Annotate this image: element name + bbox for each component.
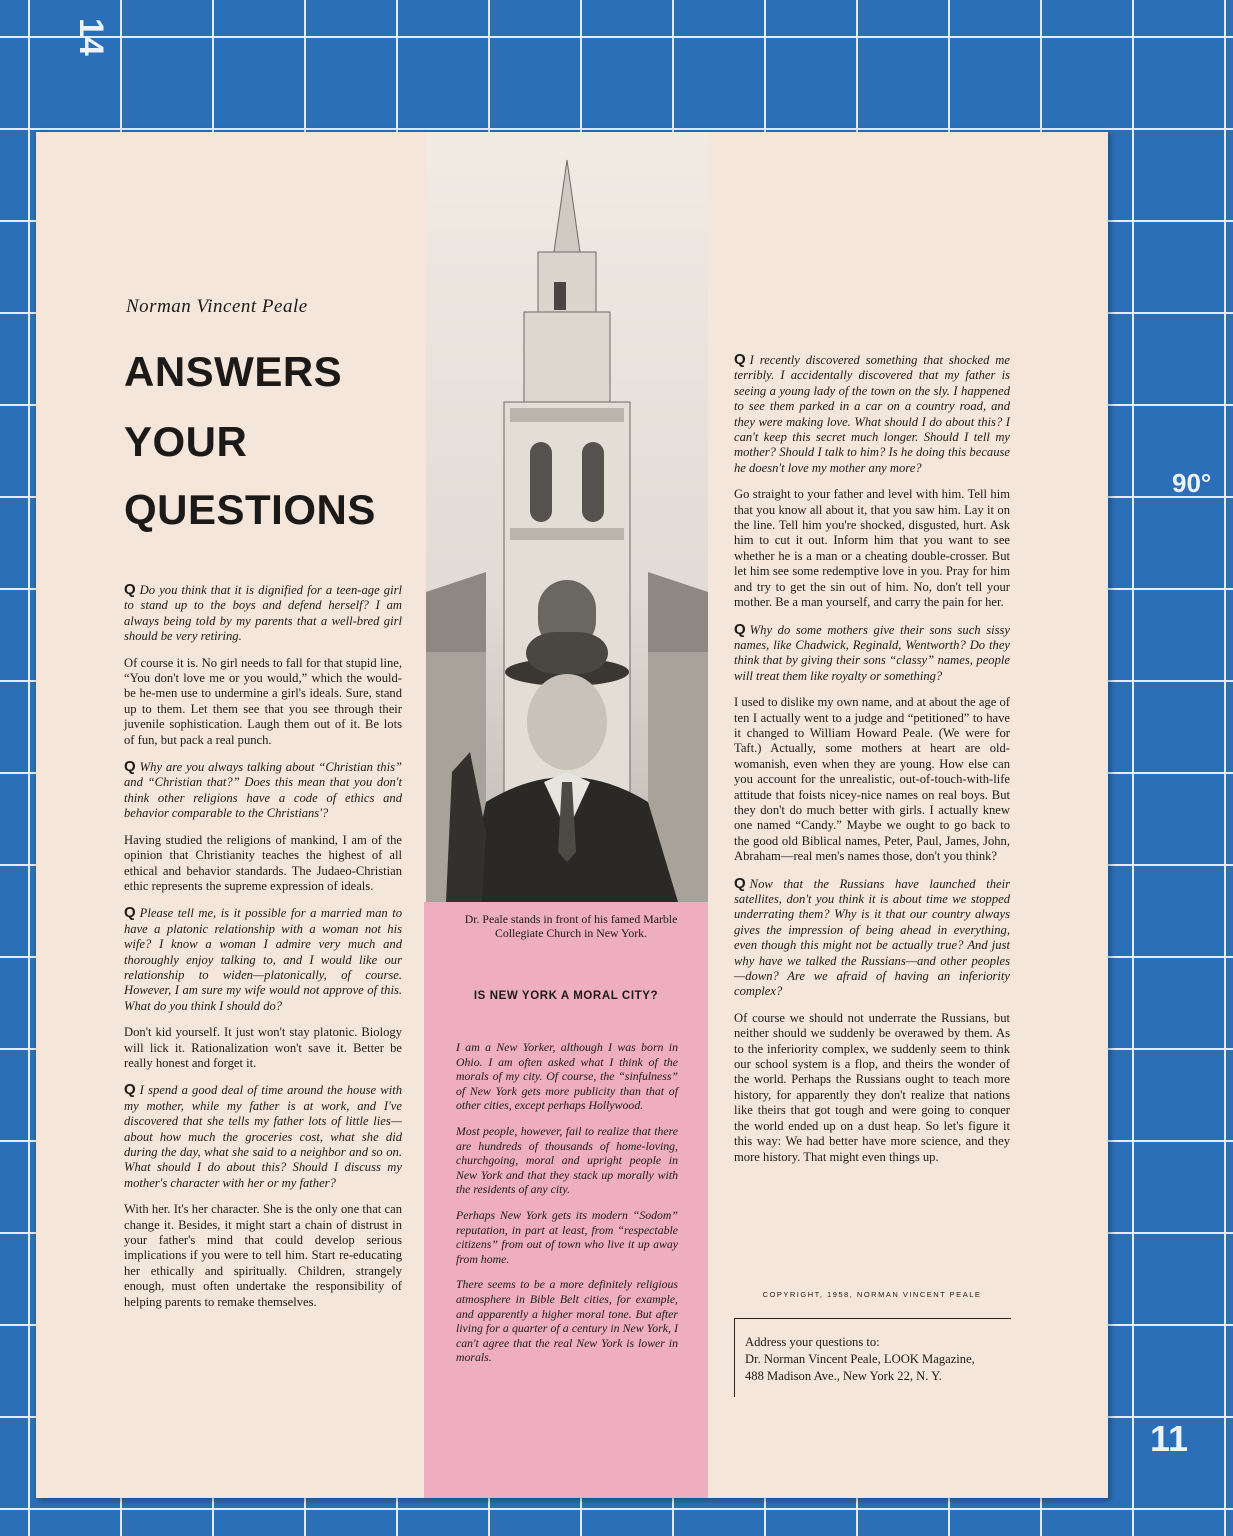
church-photo bbox=[426, 132, 708, 902]
question-paragraph: Q Now that the Russians have launched their satellites, don't you think it is about time we stopped underrating them? Why is it that our country always gives the impression of being ahead in everything, even though this might not be actually true? And just why have we talked the Russians—and other peoples—down? Are we afraid of having an inferiority complex? bbox=[734, 874, 1010, 999]
copyright-line: COPYRIGHT, 1958, NORMAN VINCENT PEALE bbox=[762, 1290, 982, 1299]
answer-paragraph: Of course it is. No girl needs to fall for that stupid line, “You don't love me or you would,” which the would-be he-men use to undermine a girl's ideals. Sure, stand up to them. Let them see that you see through their juvenile sophistication. Laugh them out of it. Be lots of fun, but pack a real punch. bbox=[124, 655, 402, 747]
answer-paragraph: With her. It's her character. She is the only one that can change it. Besides, it might start a chain of distrust in your father's mind that could develop serious implications if you were to tell him. Start re-educating her ethically and spiritually. Children, strangely enough, must often undertake the responsibility of helping parents to remake themselves. bbox=[124, 1202, 402, 1309]
q-marker: Q bbox=[124, 904, 136, 922]
mat-ruler-number-11: 11 bbox=[1150, 1418, 1189, 1459]
question-paragraph: Q Why are you always talking about “Christian this” and “Christian that?” Does this mean that you don't think other religions have a code of ethics and behavior comparable to the Christians'? bbox=[124, 758, 402, 821]
answer-paragraph: I used to dislike my own name, and at about the age of ten I actually went to a judge and “petitioned” to have it changed to William Howard Peale. (We were for Taft.) Actually, some mothers at heart are old-womanish, even when they are young. How else can you account for the unrealistic, out-of-touch-with-life attitude that foists nicey-nice names on real boys. But they don't do much better with girls. I actually knew one named “Candy.” Maybe we ought to go back to the good old Biblical names, Peter, Paul, James, John, Abraham—real men's names those, don't you think? bbox=[734, 695, 1010, 864]
byline: Norman Vincent Peale bbox=[126, 296, 308, 317]
question-paragraph: Q Do you think that it is dignified for a teen-age girl to stand up to the boys and defend herself? I am always being told by my parents that a well-bred girl should be very retiring. bbox=[124, 581, 402, 644]
sidebar-text bbox=[456, 1040, 678, 1376]
mat-angle-label: 90° bbox=[1172, 468, 1212, 498]
question-paragraph: Q Why do some mothers give their sons such sissy names, like Chadwick, Reginald, Wentworth? Do they think that by giving their sons “classy” names, people will treat them like royalty or something? bbox=[734, 620, 1010, 683]
headline-line-2: YOUR bbox=[124, 418, 248, 465]
q-marker: Q bbox=[124, 581, 136, 598]
photo-caption: Dr. Peale stands in front of his famed Marble Collegiate Church in New York. bbox=[464, 912, 678, 940]
headline-line-3: QUESTIONS bbox=[124, 486, 376, 533]
address-line-3: 488 Madison Ave., New York 22, N. Y. bbox=[745, 1369, 942, 1383]
answer-paragraph: Of course we should not underrate the Russians, but neither should we suddenly be overawed by them. As to the inferiority complex, we suddenly seem to think our school system is a flop, and theirs the wonder of the world. Perhaps the Russians ought to teach more history, for apparently they don't realize that nations like theirs that got tough and were going to conquer the world ended up on a dust heap. So let's figure it this way: We had better have more science, and they more history. That might even things up. bbox=[734, 1010, 1010, 1164]
q-marker: Q bbox=[734, 351, 746, 368]
address-line-1: Address your questions to: bbox=[745, 1335, 880, 1349]
left-column-qa bbox=[124, 582, 402, 1321]
question-paragraph: Q I spend a good deal of time around the house with my mother, while my father is at work, and I've discovered that she tells my father lots of little lies—about how much the groceries cost, what she did during the day, what she said to a neighbor and so on. What should I do about this? Should I discuss my mother's character with her or my father? bbox=[124, 1081, 402, 1190]
headline-line-1: ANSWERS bbox=[124, 348, 343, 395]
q-marker: Q bbox=[734, 874, 746, 892]
question-paragraph: Q Please tell me, is it possible for a married man to have a platonic relationship with a woman not his wife? I know a woman I admire very much and thoroughly enjoy talking to, and I would like our relationship to widen—platonically, of course. However, I am sure my wife would not approve of this. What do you think I should do? bbox=[124, 904, 402, 1013]
sidebar-paragraph: I am a New Yorker, although I was born in Ohio. I am often asked what I think of the morals of my city. Of course, the “sinfulness” of New York gets more publicity than that of other cities, except perhaps Hollywood. bbox=[456, 1040, 678, 1113]
mat-ruler-number-14: 14 bbox=[72, 18, 110, 56]
sidebar-paragraph: Most people, however, fail to realize that there are hundreds of thousands of home-loving, churchgoing, moral and upright people in New York and that they stack up morally with the residents of any city. bbox=[456, 1123, 678, 1197]
sidebar-title: IS NEW YORK A MORAL CITY? bbox=[473, 990, 659, 1002]
q-marker: Q bbox=[124, 758, 136, 776]
answer-paragraph: Having studied the religions of mankind, I am of the opinion that Christianity teaches the highest of all ethical and behavior standards. The Judaeo-Christian ethic represents the supreme expression of ideals. bbox=[124, 832, 402, 893]
q-marker: Q bbox=[124, 1081, 136, 1099]
address-line-2: Dr. Norman Vincent Peale, LOOK Magazine, bbox=[745, 1352, 975, 1366]
question-paragraph: Q I recently discovered something that shocked me terribly. I accidentally discovered that my father is seeing a young lady of the town on the sly. I happened to see them parked in a car on a country road, and they were making love. What should I do about this? I can't keep this secret much longer. Should I tell my mother? Should I talk to him? Is he doing this because he doesn't love my mother any more? bbox=[734, 351, 1010, 475]
answer-paragraph: Don't kid yourself. It just won't stay platonic. Biology will lick it. Rationalization won't save it. Better be really honest and forget it. bbox=[124, 1025, 402, 1070]
q-marker: Q bbox=[734, 620, 746, 638]
magazine-page bbox=[36, 132, 1108, 1498]
right-column-qa bbox=[734, 352, 1010, 1176]
sidebar-paragraph: There seems to be a more definitely religious atmosphere in Bible Belt cities, for example, and apparently a higher moral tone. But after living for a quarter of a century in New York, I can't agree that the real New York is lower in morals. bbox=[456, 1277, 678, 1365]
address-box bbox=[734, 1318, 1011, 1397]
sidebar-paragraph: Perhaps New York gets its modern “Sodom” reputation, in part at least, from “respectable citizens” from out of town who live it up away from home. bbox=[456, 1207, 678, 1266]
answer-paragraph: Go straight to your father and level with him. Tell him that you know all about it, that you saw him. Lay it on the line. Tell him you're shocked, disgusted, hurt. Ask him to cut it out. Inform him that you want to see whether he is a man or a cheating double-crosser. But let him see some redemptive love in you. Pray for him and try to get the sin out of him. No, don't tell your mother. Be a man yourself, and carry the pain for her. bbox=[734, 487, 1010, 610]
church-illustration bbox=[426, 132, 708, 902]
